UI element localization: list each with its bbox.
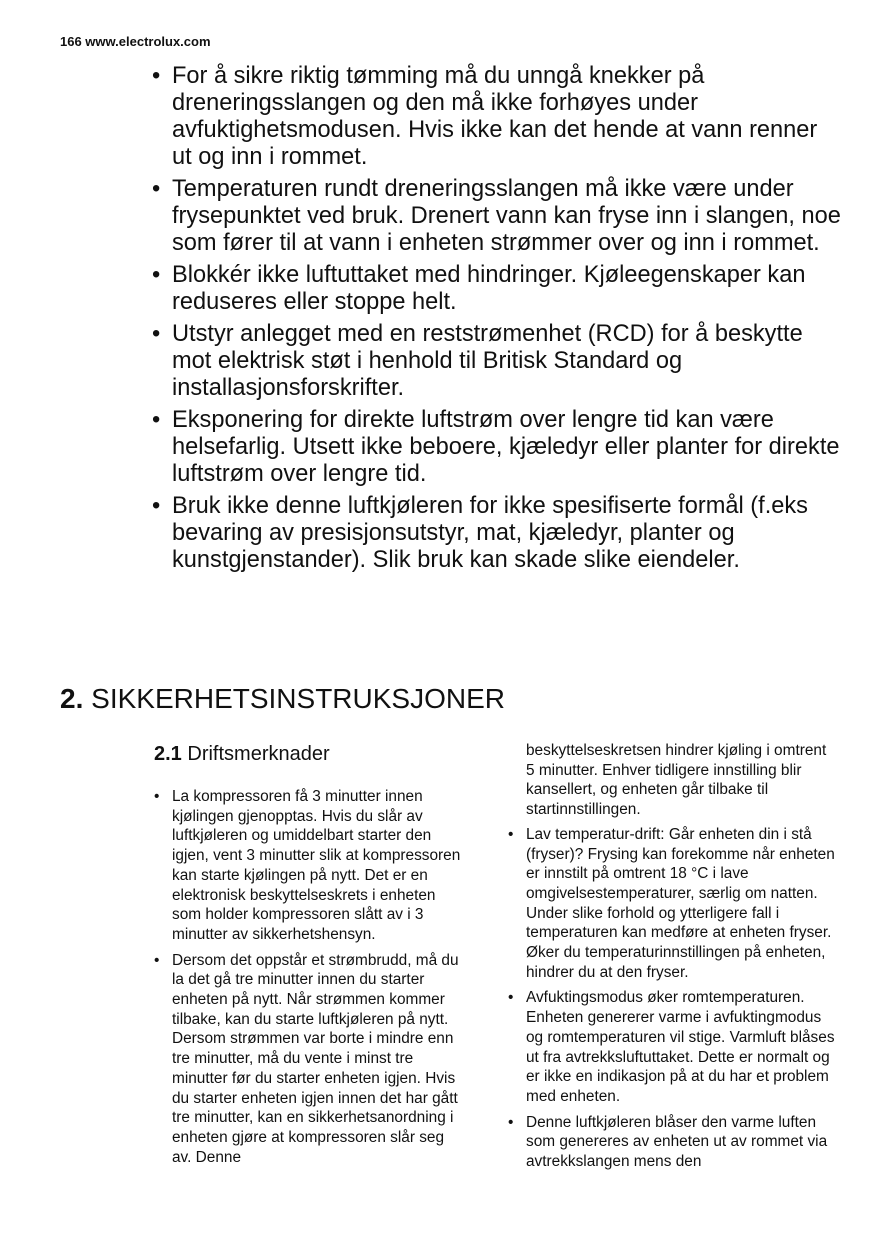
warning-item: • Temperaturen rundt dreneringsslangen må ikke være under frysepunktet ved bruk. Drenert vann kan fryse inn i slangen, noe som fører til at vann i enheten strømmer over og inn i rommet. — [152, 176, 842, 257]
warning-item: • Bruk ikke denne luftkjøleren for ikke spesifiserte formål (f.eks bevaring av presisjonsutstyr, mat, kjæledyr, planter og kunstgjenstander). Slik bruk kan skade slike eiendeler. — [152, 493, 842, 574]
page-header: 166 www.electrolux.com — [60, 34, 211, 49]
list-item: • Denne luftkjøleren blåser den varme luften som genereres av enheten ut av rommet via avtrekkslangen mens den — [508, 1113, 838, 1172]
warning-item: • For å sikre riktig tømming må du unngå knekker på dreneringsslangen og den må ikke forhøyes under avfuktighetsmodusen. Hvis ikke kan det hende at vann renner ut og inn i rommet. — [152, 63, 842, 171]
list-item: • Avfuktingsmodus øker romtemperaturen. Enheten genererer varme i avfuktingmodus og romtemperaturen vil stige. Varmluft blåses ut fra avtrekksluftuttaket. Dette er normalt og er ikke en indikasjon på at du har et problem med enheten. — [508, 988, 838, 1106]
section-title-text: SIKKERHETSINSTRUKSJONER — [91, 683, 505, 714]
continued-paragraph: beskyttelseskretsen hindrer kjøling i omtrent 5 minutter. Enhver tidligere innstilling blir kansellert, og enheten går tilbake til startinnstillingen. — [526, 742, 827, 819]
list-item: • Lav temperatur-drift: Går enheten din i stå (fryser)? Frysing kan forekomme når enheten er innstilt på omtrent 18 °C i lave omgivelsestemperaturer, særlig om natten. Under slike forhold og ytterligere fall i temperaturen kan medføre at enheten fryser. Øker du temperaturinnstillingen på enheten, hindrer du at den fryser. — [508, 825, 838, 983]
section-number: 2. — [60, 683, 84, 714]
section-heading — [60, 682, 505, 716]
list-item: • La kompressoren få 3 minutter innen kjølingen gjenopptas. Hvis du slår av luftkjøleren og umiddelbart starter den igjen, vent 3 minutter slik at kompressoren kan starte kjølingen på nytt. Det er en elektronisk beskyttelseskrets i enheten som holder kompressoren slått av i 3 minutter av sikkerhetshensyn. — [154, 787, 464, 945]
left-column — [154, 740, 464, 1173]
subsection-heading — [154, 740, 464, 768]
warning-item: • Utstyr anlegget med en reststrømenhet (RCD) for å beskytte mot elektrisk støt i henhold til Britisk Standard og installasjonsforskrifter. — [152, 321, 842, 402]
warning-list — [152, 63, 842, 579]
warning-item: • Blokkér ikke luftuttaket med hindringer. Kjøleegenskaper kan reduseres eller stoppe helt. — [152, 262, 842, 316]
operating-notes-list-continued — [508, 825, 838, 1172]
operating-notes-list — [154, 787, 464, 1167]
list-item: • Dersom det oppstår et strømbrudd, må du la det gå tre minutter innen du starter enheten på nytt. Når strømmen kommer tilbake, kan du starte luftkjøleren på nytt. Dersom strømmen var borte i mindre enn tre minutter, må du vente i minst tre minutter før du starter enheten igjen. Hvis du starter enheten igjen innen det har gått tre minutter, kan en sikkerhetsanordning i enheten gjøre at kompressoren slår seg av. Denne — [154, 951, 464, 1168]
subsection-number: 2.1 — [154, 743, 182, 765]
right-column — [508, 741, 838, 1178]
subsection-title-text: Driftsmerknader — [187, 743, 330, 765]
warning-item: • Eksponering for direkte luftstrøm over lengre tid kan være helsefarlig. Utsett ikke beboere, kjæledyr eller planter for direkte luftstrøm over lengre tid. — [152, 407, 842, 488]
